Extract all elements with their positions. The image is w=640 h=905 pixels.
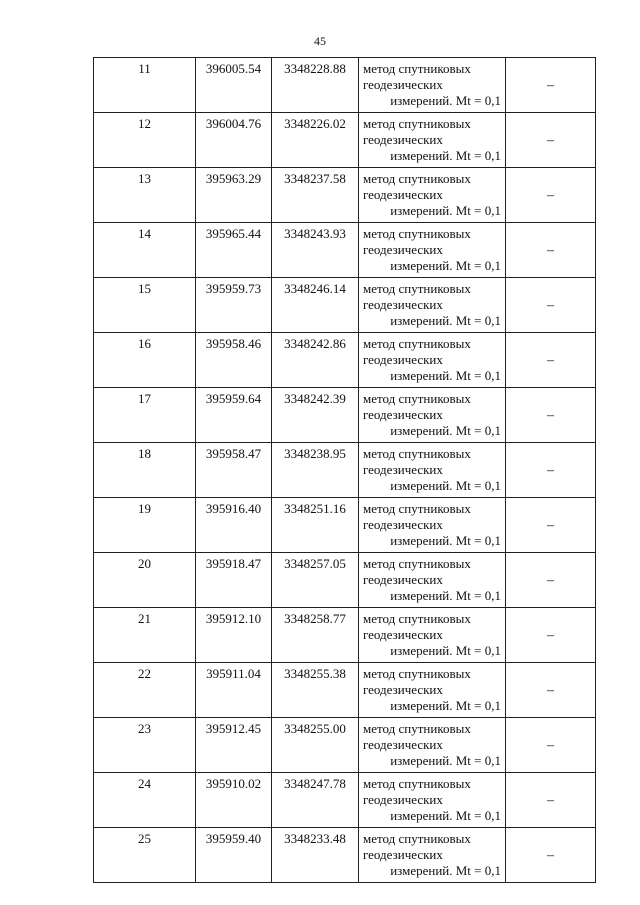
table-row bbox=[94, 773, 596, 828]
y-coordinate-cell: 3348238.95 bbox=[272, 443, 359, 498]
x-coordinate-cell: 395911.04 bbox=[196, 663, 272, 718]
coordinates-table-body bbox=[94, 58, 596, 883]
method-text-line: геодезических bbox=[363, 462, 443, 477]
method-text-line: геодезических bbox=[363, 792, 443, 807]
point-number-cell: 17 bbox=[94, 388, 196, 443]
y-coordinate-cell: 3348246.14 bbox=[272, 278, 359, 333]
coordinates-table bbox=[93, 57, 596, 883]
x-coordinate-cell: 395959.64 bbox=[196, 388, 272, 443]
y-coordinate-cell: 3348243.93 bbox=[272, 223, 359, 278]
method-cell bbox=[359, 113, 506, 168]
point-number-cell: 23 bbox=[94, 718, 196, 773]
method-text-line: измерений. Mt = 0,1 bbox=[390, 368, 501, 383]
x-coordinate-cell: 395963.29 bbox=[196, 168, 272, 223]
note-cell: – bbox=[506, 333, 596, 388]
method-text-line: метод спутниковых bbox=[363, 556, 471, 571]
method-text-line: измерений. Mt = 0,1 bbox=[390, 533, 501, 548]
x-coordinate-cell: 395918.47 bbox=[196, 553, 272, 608]
table-row bbox=[94, 608, 596, 663]
x-coordinate-cell: 395965.44 bbox=[196, 223, 272, 278]
method-text-line: метод спутниковых bbox=[363, 61, 471, 76]
method-text-line: геодезических bbox=[363, 847, 443, 862]
method-text-line: метод спутниковых bbox=[363, 721, 471, 736]
method-text-line: геодезических bbox=[363, 187, 443, 202]
x-coordinate-cell: 395959.40 bbox=[196, 828, 272, 883]
method-text-line: метод спутниковых bbox=[363, 776, 471, 791]
method-text-line: геодезических bbox=[363, 737, 443, 752]
table-row bbox=[94, 113, 596, 168]
x-coordinate-cell: 395959.73 bbox=[196, 278, 272, 333]
table-row bbox=[94, 498, 596, 553]
y-coordinate-cell: 3348257.05 bbox=[272, 553, 359, 608]
method-text-line: геодезических bbox=[363, 682, 443, 697]
method-cell bbox=[359, 498, 506, 553]
y-coordinate-cell: 3348242.86 bbox=[272, 333, 359, 388]
method-text-line: измерений. Mt = 0,1 bbox=[390, 148, 501, 163]
table-row bbox=[94, 168, 596, 223]
method-text-line: геодезических bbox=[363, 242, 443, 257]
x-coordinate-cell: 396005.54 bbox=[196, 58, 272, 113]
x-coordinate-cell: 395958.47 bbox=[196, 443, 272, 498]
method-text-line: измерений. Mt = 0,1 bbox=[390, 258, 501, 273]
y-coordinate-cell: 3348255.00 bbox=[272, 718, 359, 773]
point-number-cell: 11 bbox=[94, 58, 196, 113]
method-text-line: метод спутниковых bbox=[363, 171, 471, 186]
method-text-line: геодезических bbox=[363, 132, 443, 147]
method-cell bbox=[359, 168, 506, 223]
table-row bbox=[94, 828, 596, 883]
method-text-line: геодезических bbox=[363, 572, 443, 587]
y-coordinate-cell: 3348237.58 bbox=[272, 168, 359, 223]
method-text-line: измерений. Mt = 0,1 bbox=[390, 313, 501, 328]
method-cell bbox=[359, 333, 506, 388]
method-text-line: геодезических bbox=[363, 297, 443, 312]
table-row bbox=[94, 58, 596, 113]
point-number-cell: 12 bbox=[94, 113, 196, 168]
method-cell bbox=[359, 608, 506, 663]
point-number-cell: 24 bbox=[94, 773, 196, 828]
note-cell: – bbox=[506, 113, 596, 168]
method-text-line: измерений. Mt = 0,1 bbox=[390, 203, 501, 218]
table-row bbox=[94, 443, 596, 498]
method-text-line: метод спутниковых bbox=[363, 501, 471, 516]
method-text-line: измерений. Mt = 0,1 bbox=[390, 808, 501, 823]
method-text-line: метод спутниковых bbox=[363, 831, 471, 846]
method-text-line: метод спутниковых bbox=[363, 226, 471, 241]
point-number-cell: 13 bbox=[94, 168, 196, 223]
method-text-line: измерений. Mt = 0,1 bbox=[390, 423, 501, 438]
method-text-line: измерений. Mt = 0,1 bbox=[390, 93, 501, 108]
note-cell: – bbox=[506, 168, 596, 223]
note-cell: – bbox=[506, 388, 596, 443]
method-text-line: метод спутниковых bbox=[363, 391, 471, 406]
point-number-cell: 16 bbox=[94, 333, 196, 388]
note-cell: – bbox=[506, 663, 596, 718]
note-cell: – bbox=[506, 278, 596, 333]
note-cell: – bbox=[506, 58, 596, 113]
point-number-cell: 20 bbox=[94, 553, 196, 608]
method-text-line: измерений. Mt = 0,1 bbox=[390, 753, 501, 768]
method-text-line: метод спутниковых bbox=[363, 116, 471, 131]
point-number-cell: 21 bbox=[94, 608, 196, 663]
y-coordinate-cell: 3348228.88 bbox=[272, 58, 359, 113]
note-cell: – bbox=[506, 443, 596, 498]
x-coordinate-cell: 395912.45 bbox=[196, 718, 272, 773]
method-text-line: геодезических bbox=[363, 517, 443, 532]
note-cell: – bbox=[506, 828, 596, 883]
method-text-line: измерений. Mt = 0,1 bbox=[390, 478, 501, 493]
x-coordinate-cell: 395910.02 bbox=[196, 773, 272, 828]
method-text-line: геодезических bbox=[363, 407, 443, 422]
table-row bbox=[94, 388, 596, 443]
x-coordinate-cell: 395958.46 bbox=[196, 333, 272, 388]
x-coordinate-cell: 396004.76 bbox=[196, 113, 272, 168]
method-cell bbox=[359, 553, 506, 608]
note-cell: – bbox=[506, 498, 596, 553]
y-coordinate-cell: 3348251.16 bbox=[272, 498, 359, 553]
point-number-cell: 15 bbox=[94, 278, 196, 333]
method-cell bbox=[359, 443, 506, 498]
method-text-line: измерений. Mt = 0,1 bbox=[390, 698, 501, 713]
table-row bbox=[94, 278, 596, 333]
method-text-line: геодезических bbox=[363, 352, 443, 367]
method-text-line: метод спутниковых bbox=[363, 666, 471, 681]
note-cell: – bbox=[506, 223, 596, 278]
method-cell bbox=[359, 663, 506, 718]
x-coordinate-cell: 395912.10 bbox=[196, 608, 272, 663]
note-cell: – bbox=[506, 608, 596, 663]
table-row bbox=[94, 333, 596, 388]
method-cell bbox=[359, 773, 506, 828]
point-number-cell: 19 bbox=[94, 498, 196, 553]
method-cell bbox=[359, 828, 506, 883]
table-row bbox=[94, 663, 596, 718]
point-number-cell: 18 bbox=[94, 443, 196, 498]
note-cell: – bbox=[506, 773, 596, 828]
method-text-line: измерений. Mt = 0,1 bbox=[390, 588, 501, 603]
method-cell bbox=[359, 718, 506, 773]
method-text-line: геодезических bbox=[363, 627, 443, 642]
method-text-line: метод спутниковых bbox=[363, 446, 471, 461]
method-cell bbox=[359, 58, 506, 113]
method-cell bbox=[359, 223, 506, 278]
method-text-line: измерений. Mt = 0,1 bbox=[390, 863, 501, 878]
page-number: 45 bbox=[314, 34, 326, 48]
method-text-line: метод спутниковых bbox=[363, 336, 471, 351]
method-text-line: измерений. Mt = 0,1 bbox=[390, 643, 501, 658]
point-number-cell: 25 bbox=[94, 828, 196, 883]
method-text-line: метод спутниковых bbox=[363, 611, 471, 626]
point-number-cell: 14 bbox=[94, 223, 196, 278]
table-row bbox=[94, 718, 596, 773]
y-coordinate-cell: 3348242.39 bbox=[272, 388, 359, 443]
y-coordinate-cell: 3348255.38 bbox=[272, 663, 359, 718]
y-coordinate-cell: 3348226.02 bbox=[272, 113, 359, 168]
note-cell: – bbox=[506, 718, 596, 773]
table-row bbox=[94, 553, 596, 608]
table-row bbox=[94, 223, 596, 278]
y-coordinate-cell: 3348258.77 bbox=[272, 608, 359, 663]
method-cell bbox=[359, 388, 506, 443]
method-text-line: геодезических bbox=[363, 77, 443, 92]
x-coordinate-cell: 395916.40 bbox=[196, 498, 272, 553]
y-coordinate-cell: 3348233.48 bbox=[272, 828, 359, 883]
y-coordinate-cell: 3348247.78 bbox=[272, 773, 359, 828]
note-cell: – bbox=[506, 553, 596, 608]
method-cell bbox=[359, 278, 506, 333]
point-number-cell: 22 bbox=[94, 663, 196, 718]
method-text-line: метод спутниковых bbox=[363, 281, 471, 296]
